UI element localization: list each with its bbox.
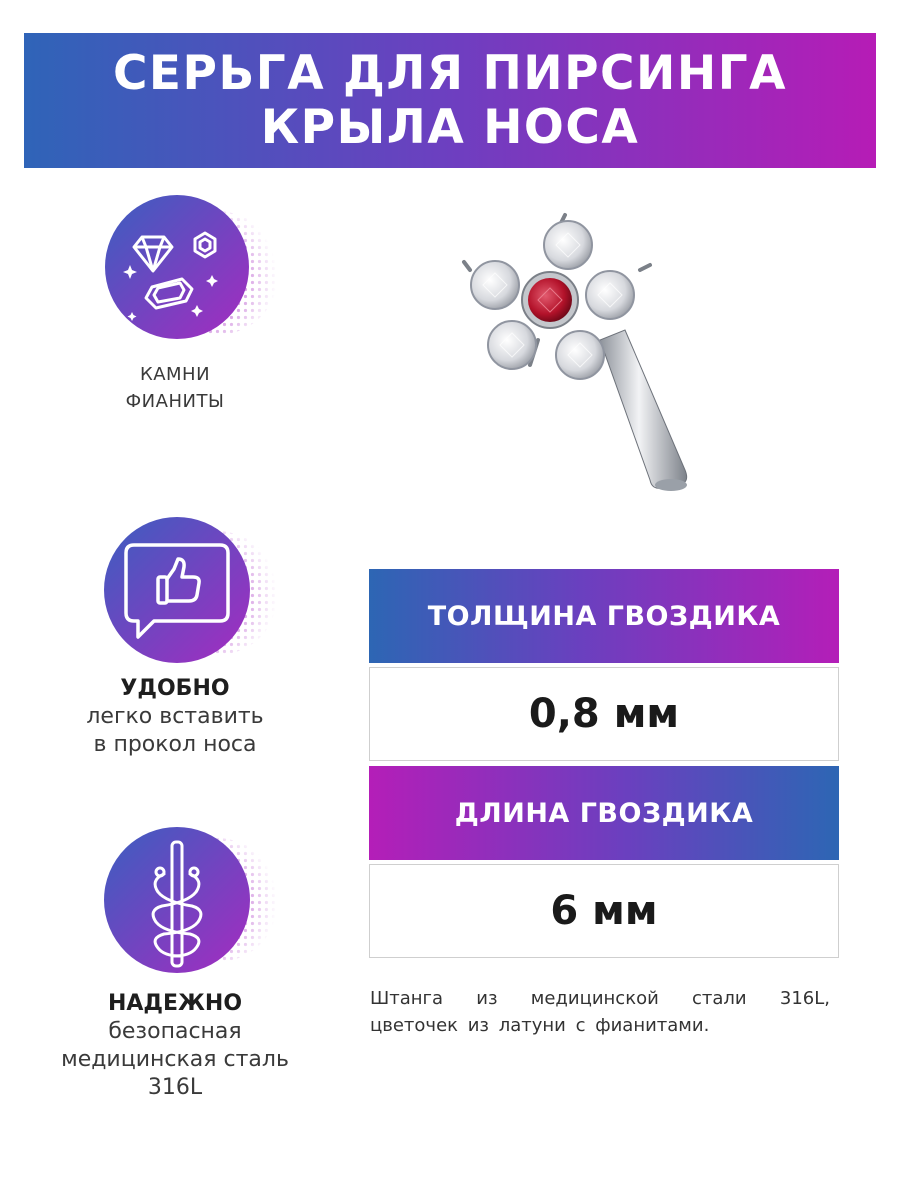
feature-convenient <box>20 515 330 765</box>
title-line-2: КРЫЛА НОСА <box>260 99 640 155</box>
thickness-value-box <box>369 667 839 761</box>
feature-gems-line-1: КАМНИ <box>139 364 211 385</box>
title-line-1: СЕРЬГА ДЛЯ ПИРСИНГА <box>112 45 788 101</box>
length-label-band <box>369 766 839 860</box>
medical-pin-icon <box>102 822 277 987</box>
material-note: Штанга из медицинской стали 316L, цветочек из латуни с фианитами. <box>370 988 830 1036</box>
product-image <box>450 200 710 520</box>
length-value: 6 мм <box>550 888 658 934</box>
feature-convenient-title: УДОБНО <box>120 676 230 701</box>
gems-icon <box>102 195 277 365</box>
feature-reliable-line-1: безопасная <box>108 1019 242 1044</box>
feature-reliable-line-2: медицинская сталь <box>61 1047 289 1072</box>
length-label: ДЛИНА ГВОЗДИКА <box>454 797 754 829</box>
title-banner <box>24 33 876 168</box>
thickness-value: 0,8 мм <box>528 691 680 737</box>
feature-convenient-line-2: в прокол носа <box>93 732 257 757</box>
feature-reliable-title: НАДЕЖНО <box>107 991 243 1016</box>
feature-gems-line-2: ФИАНИТЫ <box>125 391 225 412</box>
feature-gems <box>20 195 330 425</box>
feature-reliable-caption <box>20 990 330 1102</box>
thickness-label-band <box>369 569 839 663</box>
feature-gems-caption <box>20 361 330 415</box>
feature-reliable-line-3: 316L <box>147 1075 203 1100</box>
feature-reliable <box>20 822 330 1112</box>
feature-convenient-caption <box>20 675 330 759</box>
feature-convenient-line-1: легко вставить <box>86 704 264 729</box>
like-message-icon <box>102 515 277 680</box>
length-value-box <box>369 864 839 958</box>
thickness-label: ТОЛЩИНА ГВОЗДИКА <box>427 600 781 632</box>
